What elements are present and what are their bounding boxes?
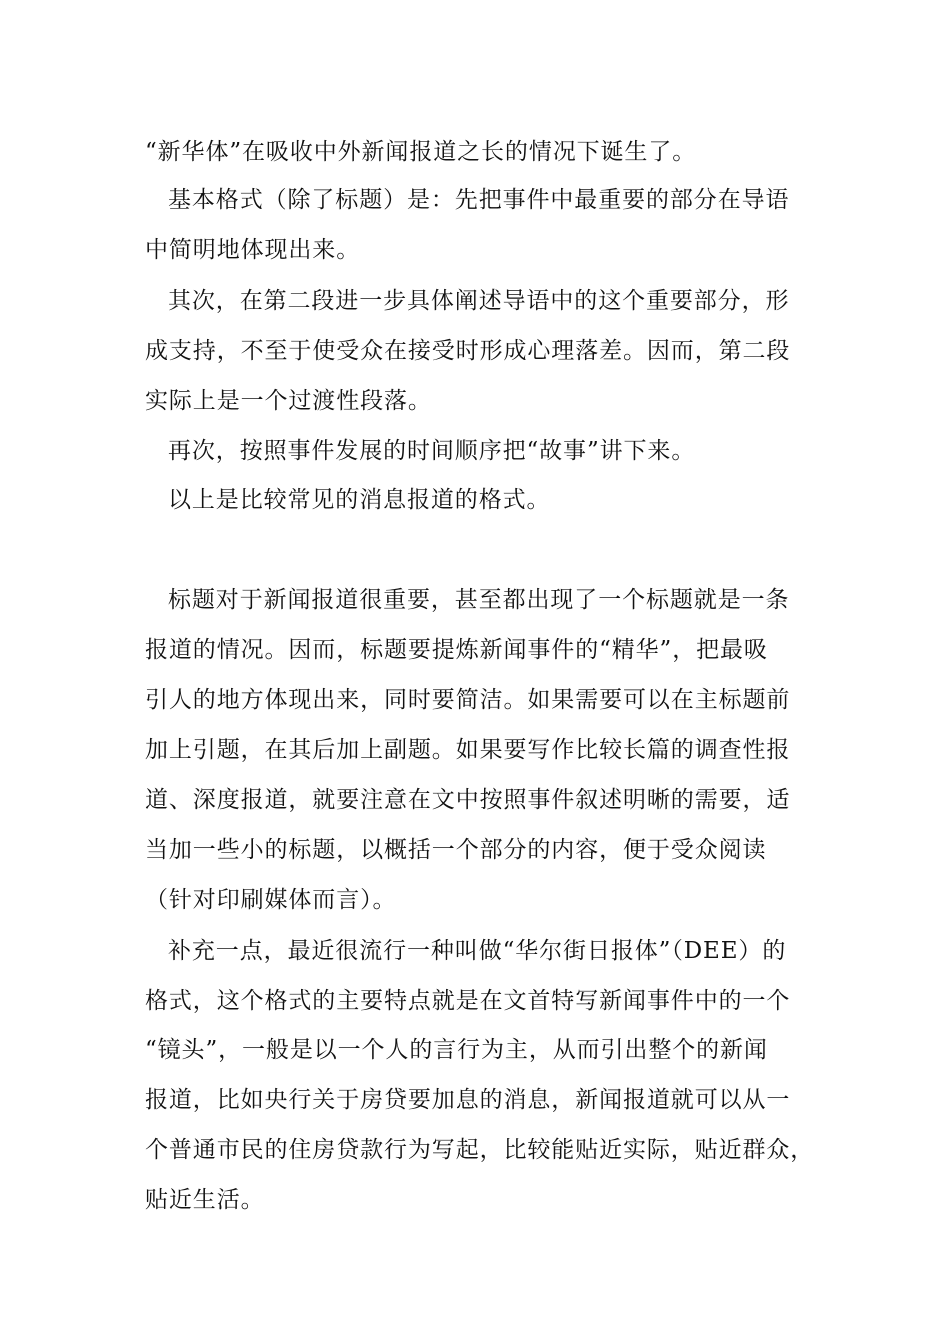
text-line: 其次，在第二段进一步具体阐述导语中的这个重要部分，形 xyxy=(168,288,790,314)
text-line: 标题对于新闻报道很重要，甚至都出现了一个标题就是一条 xyxy=(168,587,790,613)
text-line: “新华体”在吸收中外新闻报道之长的情况下诞生了。 xyxy=(145,139,697,165)
text-line: 格式，这个格式的主要特点就是在文首特写新闻事件中的一个 xyxy=(145,988,791,1014)
text-line: 道、深度报道，就要注意在文中按照事件叙述明晰的需要，适 xyxy=(145,787,791,813)
text-line: （针对印刷媒体而言）。 xyxy=(145,887,397,913)
text-line: 当加一些小的标题，以概括一个部分的内容，便于受众阅读 xyxy=(145,837,767,863)
text-line: 贴近生活。 xyxy=(145,1187,265,1213)
text-line: 再次，按照事件发展的时间顺序把“故事”讲下来。 xyxy=(168,438,696,464)
text-line: 加上引题，在其后加上副题。如果要写作比较长篇的调查性报 xyxy=(145,737,791,763)
text-line: 报道的情况。因而，标题要提炼新闻事件的“精华”，把最吸 xyxy=(145,637,768,663)
text-line: 补充一点，最近很流行一种叫做“华尔街日报体”（DEE）的 xyxy=(168,938,787,964)
text-line: “镜头”，一般是以一个人的言行为主，从而引出整个的新闻 xyxy=(145,1037,768,1063)
text-line: 成支持，不至于使受众在接受时形成心理落差。因而，第二段 xyxy=(145,338,791,364)
text-line: 个普通市民的住房贷款行为写起，比较能贴近实际，贴近群众， xyxy=(145,1137,815,1163)
text-line: 以上是比较常见的消息报道的格式。 xyxy=(168,487,551,513)
text-line: 基本格式（除了标题）是：先把事件中最重要的部分在导语 xyxy=(168,187,790,213)
text-line: 引人的地方体现出来，同时要简洁。如果需要可以在主标题前 xyxy=(145,687,791,713)
text-line: 中简明地体现出来。 xyxy=(145,237,361,263)
text-line: 实际上是一个过渡性段落。 xyxy=(145,388,432,414)
text-line: 报道，比如央行关于房贷要加息的消息，新闻报道就可以从一 xyxy=(145,1087,791,1113)
